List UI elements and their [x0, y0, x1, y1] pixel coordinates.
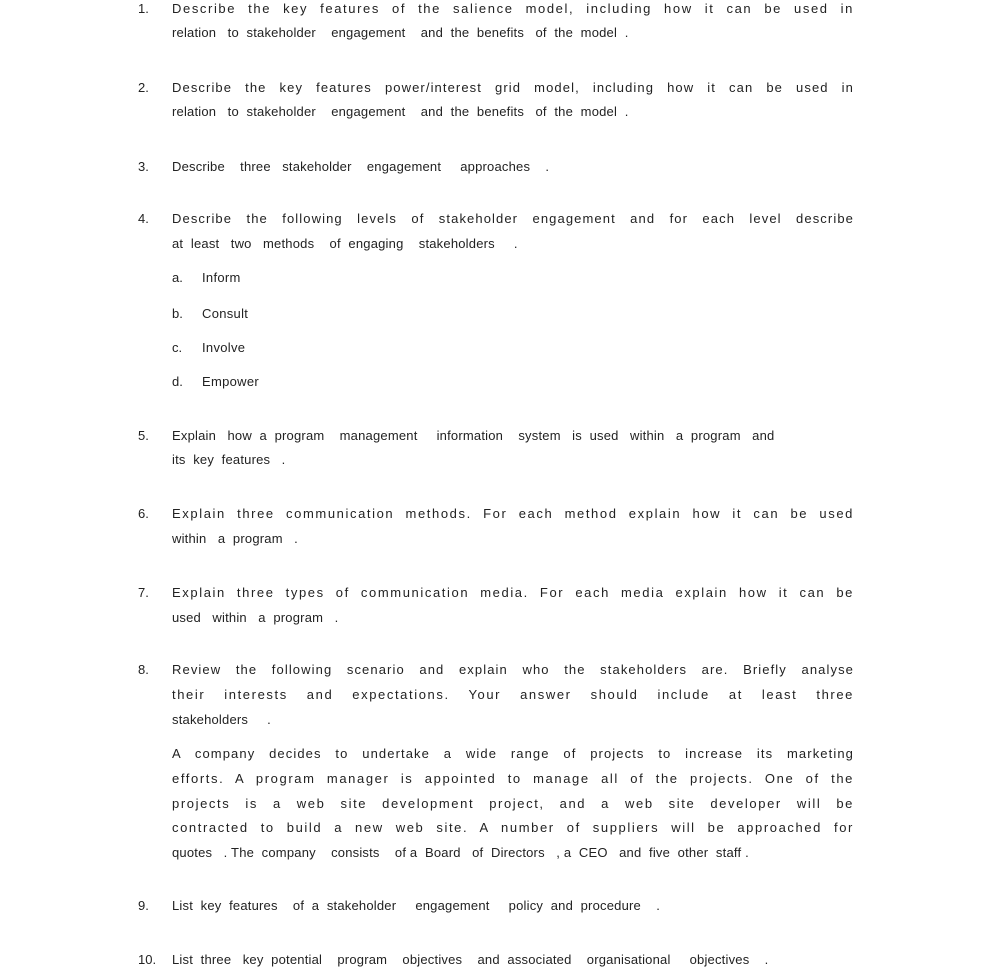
- sub-item-b-text: Consult: [202, 306, 249, 321]
- question-4-number: 4.: [138, 211, 149, 226]
- question-9-line-1: List key features of a stakeholder engagement policy and procedure .: [172, 898, 661, 913]
- question-8-line-3: stakeholders .: [172, 712, 271, 727]
- sub-item-b-label: b.: [172, 306, 183, 321]
- question-4-line-1: Describe the following levels of stakeholder engagement and for each level describe: [172, 211, 854, 226]
- question-5-line-1: Explain how a program management information system is used within a program and: [172, 428, 775, 443]
- sub-item-d-text: Empower: [202, 374, 260, 389]
- sub-item-d-label: d.: [172, 374, 183, 389]
- question-3-line-1: Describe three stakeholder engagement approaches .: [172, 159, 550, 174]
- question-1-line-2: relation to stakeholder engagement and the benefits of the model .: [172, 25, 629, 40]
- question-2-line-2: relation to stakeholder engagement and the benefits of the model .: [172, 104, 629, 119]
- question-4-line-2: at least two methods of engaging stakeholders .: [172, 236, 518, 251]
- scenario-line-3: projects is a web site development project, and a web site developer will be: [172, 796, 854, 811]
- sub-item-a-text: Inform: [202, 270, 241, 285]
- question-10-line-1: List three key potential program objectives and associated organisational objectives .: [172, 952, 769, 967]
- question-3-number: 3.: [138, 159, 149, 174]
- question-9-number: 9.: [138, 898, 149, 913]
- sub-item-a-label: a.: [172, 270, 183, 285]
- question-7-line-2: used within a program .: [172, 610, 339, 625]
- scenario-line-2: efforts. A program manager is appointed to manage all of the projects. One of the: [172, 771, 854, 786]
- scenario-line-1: A company decides to undertake a wide range of projects to increase its marketing: [172, 746, 854, 761]
- question-2-number: 2.: [138, 80, 149, 95]
- question-1-number: 1.: [138, 1, 149, 16]
- question-8-number: 8.: [138, 662, 149, 677]
- question-6-line-1: Explain three communication methods. For each method explain how it can be used: [172, 506, 854, 521]
- question-10-number: 10.: [138, 952, 157, 967]
- scenario-line-4: contracted to build a new web site. A number of suppliers will be approached for: [172, 820, 854, 835]
- question-8-line-2: their interests and expectations. Your answer should include at least three: [172, 687, 854, 702]
- question-8-line-1: Review the following scenario and explain who the stakeholders are. Briefly analyse: [172, 662, 854, 677]
- question-5-line-2: its key features .: [172, 452, 286, 467]
- question-7-number: 7.: [138, 585, 149, 600]
- question-7-line-1: Explain three types of communication media. For each media explain how it can be: [172, 585, 854, 600]
- question-1-line-1: Describe the key features of the salience model, including how it can be used in: [172, 1, 854, 16]
- sub-item-c-text: Involve: [202, 340, 246, 355]
- sub-item-c-label: c.: [172, 340, 183, 355]
- question-2-line-1: Describe the key features power/interest grid model, including how it can be used in: [172, 80, 854, 95]
- scenario-line-5: quotes . The company consists of a Board of Directors , a CEO and five other staff .: [172, 845, 749, 860]
- question-6-line-2: within a program .: [172, 531, 298, 546]
- question-5-number: 5.: [138, 428, 149, 443]
- question-6-number: 6.: [138, 506, 149, 521]
